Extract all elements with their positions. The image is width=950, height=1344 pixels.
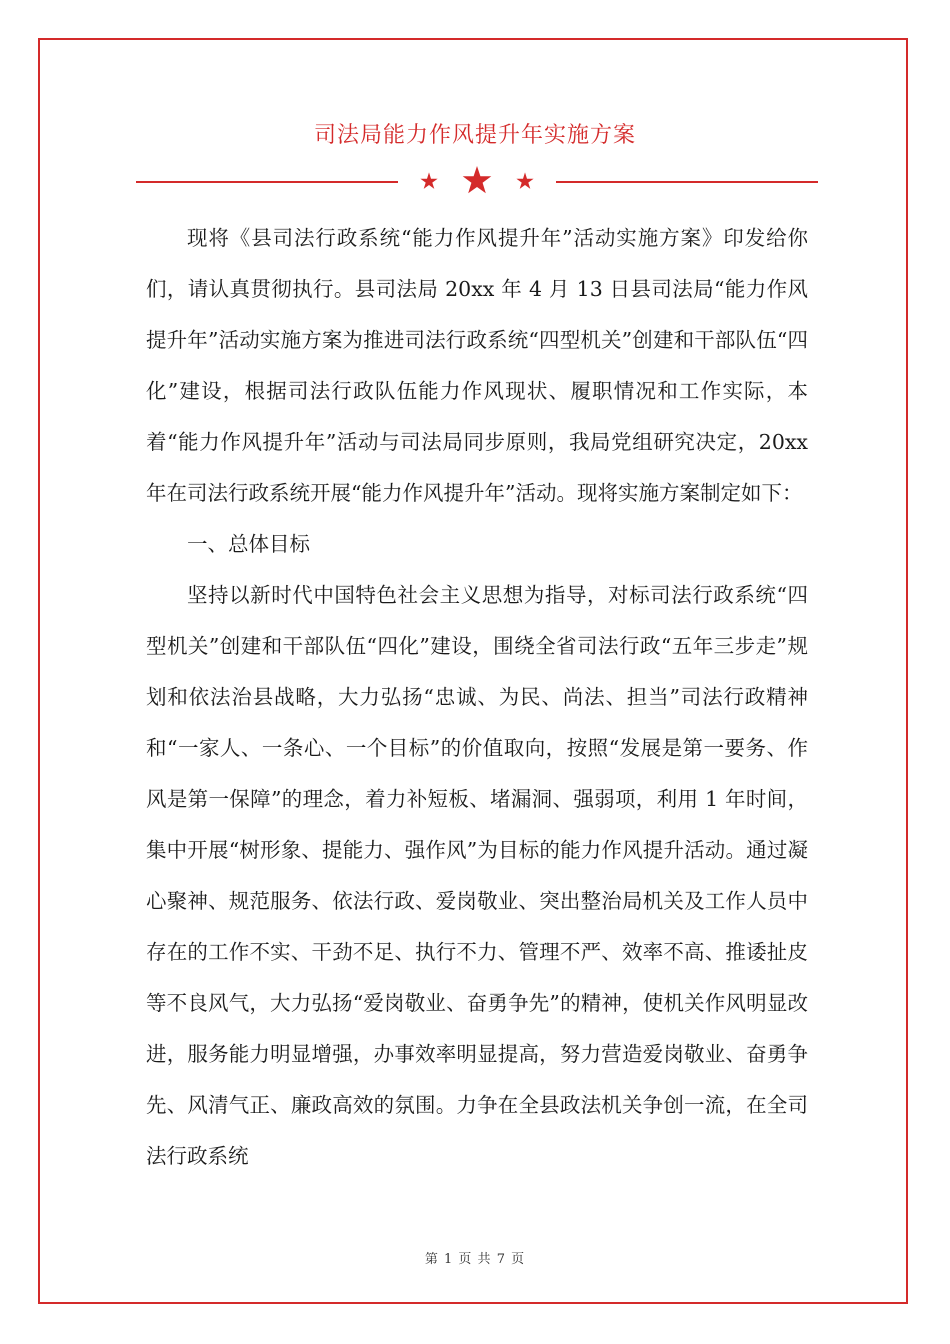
divider-line-right (556, 181, 818, 183)
title-divider (136, 162, 818, 202)
document-body (146, 213, 808, 1182)
divider-stars (411, 164, 543, 200)
document-title: 司法局能力作风提升年实施方案 (313, 123, 636, 148)
star-icon (516, 172, 533, 189)
paragraph-goals: 坚持以新时代中国特色社会主义思想为指导，对标司法行政系统“四型机关”创建和干部队伍“四化”建设，围绕全省司法行政“五年三步走”规划和依法治县战略，大力弘扬“忠诚、为民、尚法、担当”司法行政精神和“一家人、一条心、一个目标”的价值取向，按照“发展是第一要务、作风是第一保障”的理念，着力补短板、堵漏洞、强弱项，利用 1 年时间，集中开展“树形象、提能力、强作风”为目标的能力作风提升活动。通过凝心聚神、规范服务、依法行政、爱岗敬业、突出整治局机关及工作人员中存在的工作不实、干劲不足、执行不力、管理不严、效率不高、推诿扯皮等不良风气，大力弘扬“爱岗敬业、奋勇争先”的精神，使机关作风明显改进，服务能力明显增强，办事效率明显提高，努力营造爱岗敬业、奋勇争先、风清气正、廉政高效的氛围。力争在全县政法机关争创一流，在全司法行政系统 (146, 583, 808, 1168)
divider-line-left (136, 181, 398, 183)
star-icon (420, 172, 437, 189)
star-icon (463, 166, 492, 193)
page-number: 第 1 页 共 7 页 (424, 1252, 526, 1267)
section-heading: 一、总体目标 (187, 532, 310, 556)
paragraph-intro: 现将《县司法行政系统“能力作风提升年”活动实施方案》印发给你们，请认真贯彻执行。县司法局 20xx 年 4 月 13 日县司法局“能力作风提升年”活动实施方案为推进司法行政系统“四型机关”创建和干部队伍“四化”建设，根据司法行政队伍能力作风现状、履职情况和工作实际，本着“能力作风提升年”活动与司法局同步原则，我局党组研究决定，20xx 年在司法行政系统开展“能力作风提升年”活动。现将实施方案制定如下： (146, 226, 808, 505)
